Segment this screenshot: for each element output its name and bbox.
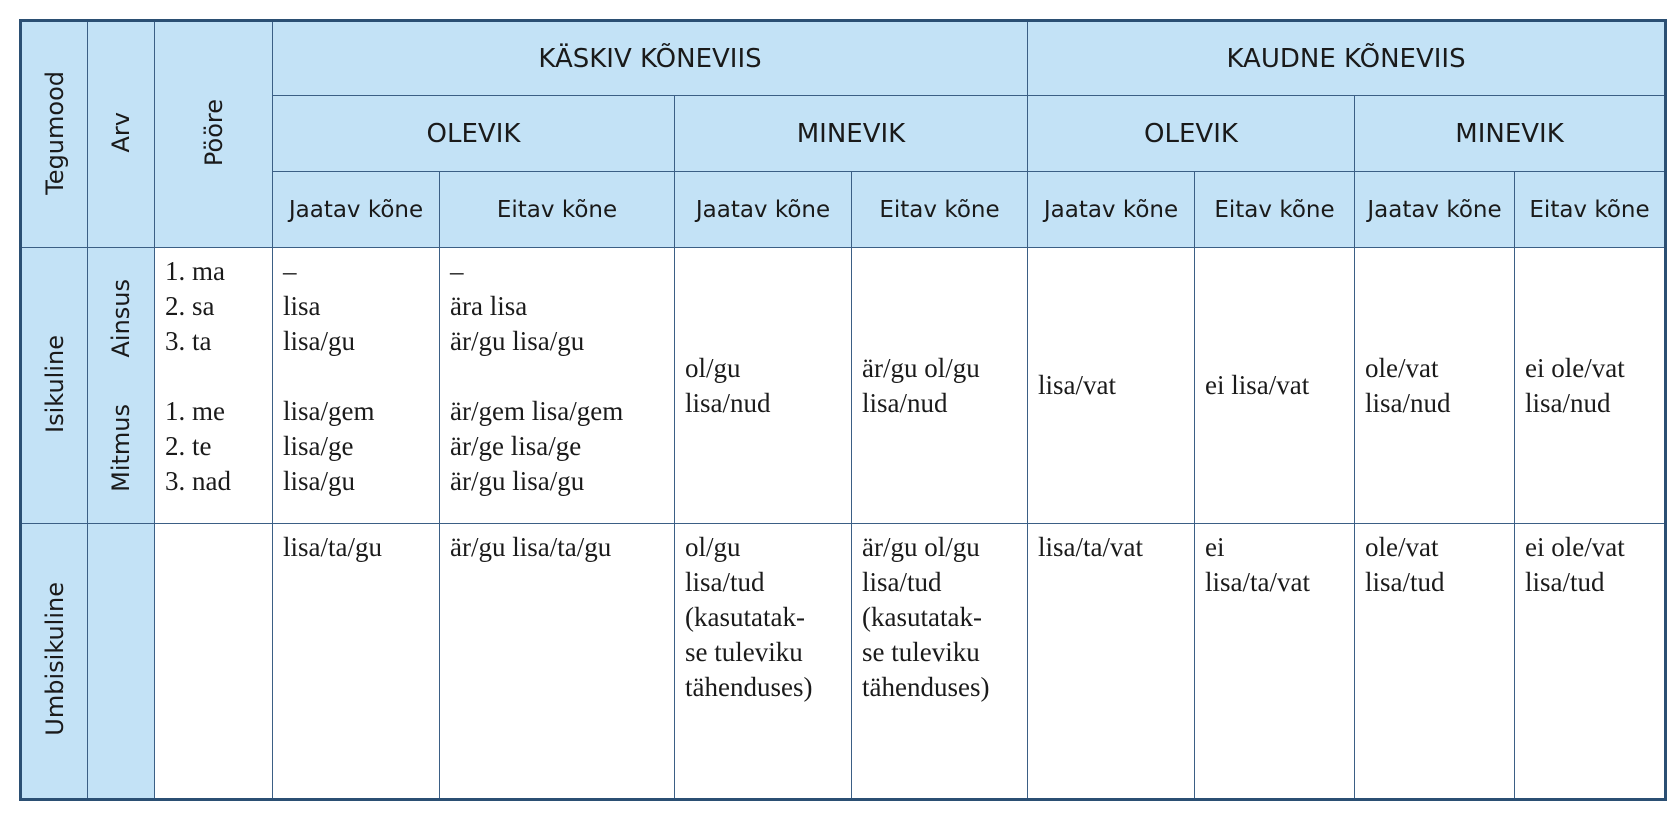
cell-isik-kaskiv-olevik-jaatav	[273, 248, 440, 524]
row-isikuline-arv-cell	[88, 248, 155, 524]
kaskiv-olevik-jaatav-mitmus-3: lisa/gu	[283, 466, 355, 496]
kaskiv-olevik-eitav-ainsus-1: –	[450, 256, 464, 286]
header-row-mood	[21, 21, 1666, 96]
header-tegumood-label: Tegumood	[40, 70, 69, 195]
kaskiv-olevik-jaatav-mitmus-2: lisa/ge	[283, 431, 354, 461]
header-kaudne-minevik: MINEVIK	[1355, 96, 1666, 172]
cell-umbis-kaskiv-olevik-eitav	[440, 524, 675, 800]
kaskiv-olevik-jaatav-ainsus-3: lisa/gu	[283, 326, 355, 356]
umbis-kaudne-olevik-eitav-1: ei	[1205, 532, 1225, 562]
cell-umbis-kaskiv-minevik-eitav	[852, 524, 1028, 800]
header-kaudne-koneviis: KAUDNE KÕNEVIIS	[1028, 21, 1666, 96]
row-isikuline-label: Isikuline	[40, 334, 69, 433]
kaskiv-olevik-jaatav-ainsus-2: lisa	[283, 291, 321, 321]
arv-mitmus-label: Mitmus	[107, 404, 135, 493]
conjugation-table	[19, 19, 1667, 801]
poore-mitmus-1: 1. me	[165, 396, 225, 426]
kaskiv-minevik-eitav-2: lisa/nud	[862, 387, 948, 418]
cell-isik-kaskiv-olevik-eitav	[440, 248, 675, 524]
kaskiv-olevik-eitav-ainsus-2: ära lisa	[450, 291, 528, 321]
cell-umbis-kaudne-minevik-eitav	[1515, 524, 1666, 800]
row-umbisikuline-poore-cell	[155, 524, 273, 800]
header-poore-label: Pööre	[199, 98, 228, 167]
umbis-kaskiv-minevik-eitav-4: se tuleviku	[862, 637, 980, 667]
poore-mitmus-3: 3. nad	[165, 466, 231, 496]
poore-ainsus-2: 2. sa	[165, 291, 215, 321]
cell-umbis-kaskiv-minevik-jaatav	[675, 524, 852, 800]
arv-ainsus-label: Ainsus	[107, 278, 135, 358]
header-kaskiv-minevik: MINEVIK	[675, 96, 1028, 172]
header-sub-1: Jaatav kõne	[273, 172, 440, 248]
umbis-kaudne-minevik-jaatav-1: ole/vat	[1365, 532, 1439, 562]
header-poore	[155, 21, 273, 248]
cell-isik-kaskiv-minevik-jaatav	[675, 248, 852, 524]
umbis-kaskiv-minevik-eitav-1: är/gu ol/gu	[862, 532, 980, 562]
kaskiv-minevik-eitav-1: är/gu ol/gu	[862, 352, 980, 383]
cell-isik-kaudne-olevik-jaatav	[1028, 248, 1195, 524]
poore-mitmus-2: 2. te	[165, 431, 212, 461]
poore-ainsus-3: 3. ta	[165, 326, 212, 356]
kaudne-minevik-jaatav-1: ole/vat	[1365, 352, 1439, 383]
umbis-kaskiv-minevik-eitav-2: lisa/tud	[862, 567, 942, 597]
kaskiv-olevik-eitav-mitmus-3: är/gu lisa/gu	[450, 466, 585, 496]
cell-isik-kaskiv-minevik-eitav	[852, 248, 1028, 524]
cell-isik-kaudne-olevik-eitav	[1195, 248, 1355, 524]
cell-umbis-kaskiv-olevik-jaatav	[273, 524, 440, 800]
header-arv-label: Arv	[107, 112, 135, 153]
header-sub-3: Jaatav kõne	[675, 172, 852, 248]
kaudne-minevik-eitav-1: ei ole/vat	[1525, 352, 1625, 383]
kaskiv-olevik-eitav-mitmus-2: är/ge lisa/ge	[450, 431, 582, 461]
header-kaskiv-olevik: OLEVIK	[273, 96, 675, 172]
header-tegumood	[21, 21, 88, 248]
umbis-kaudne-olevik-eitav-2: lisa/ta/vat	[1205, 567, 1310, 597]
kaudne-minevik-jaatav-2: lisa/nud	[1365, 387, 1451, 418]
header-sub-7: Jaatav kõne	[1355, 172, 1515, 248]
umbis-kaudne-minevik-eitav-2: lisa/tud	[1525, 567, 1605, 597]
kaudne-olevik-eitav-1: ei lisa/vat	[1205, 370, 1310, 400]
header-kaskiv-koneviis: KÄSKIV KÕNEVIIS	[273, 21, 1028, 96]
umbis-kaskiv-minevik-eitav-5: tähenduses)	[862, 672, 990, 702]
kaskiv-olevik-jaatav-mitmus-1: lisa/gem	[283, 396, 375, 426]
umbis-kaskiv-minevik-jaatav-3: (kasutatak-	[685, 602, 805, 632]
row-umbisikuline-arv-cell	[88, 524, 155, 800]
row-isikuline-label-cell	[21, 248, 88, 524]
cell-isik-kaudne-minevik-jaatav	[1355, 248, 1515, 524]
kaudne-olevik-jaatav-1: lisa/vat	[1038, 370, 1116, 400]
header-sub-6: Eitav kõne	[1195, 172, 1355, 248]
cell-poore	[155, 248, 273, 524]
kaskiv-olevik-jaatav-ainsus-1: –	[283, 256, 297, 286]
kaskiv-olevik-eitav-mitmus-1: är/gem lisa/gem	[450, 396, 624, 426]
kaudne-minevik-eitav-2: lisa/nud	[1525, 387, 1611, 418]
header-arv	[88, 21, 155, 248]
umbis-kaskiv-olevik-eitav-1: är/gu lisa/ta/gu	[450, 532, 612, 562]
cell-isik-kaudne-minevik-eitav	[1515, 248, 1666, 524]
poore-ainsus-1: 1. ma	[165, 256, 225, 286]
umbis-kaskiv-olevik-jaatav-1: lisa/ta/gu	[283, 532, 382, 562]
kaskiv-minevik-jaatav-1: ol/gu	[685, 352, 741, 383]
cell-umbis-kaudne-olevik-eitav	[1195, 524, 1355, 800]
row-umbisikuline-label: Umbisikuline	[40, 582, 69, 736]
umbis-kaskiv-minevik-eitav-3: (kasutatak-	[862, 602, 982, 632]
cell-umbis-kaudne-minevik-jaatav	[1355, 524, 1515, 800]
kaskiv-olevik-eitav-ainsus-3: är/gu lisa/gu	[450, 326, 585, 356]
umbis-kaudne-minevik-eitav-1: ei ole/vat	[1525, 532, 1625, 562]
umbis-kaudne-minevik-jaatav-2: lisa/tud	[1365, 567, 1445, 597]
header-sub-5: Jaatav kõne	[1028, 172, 1195, 248]
umbis-kaskiv-minevik-jaatav-2: lisa/tud	[685, 567, 765, 597]
umbis-kaskiv-minevik-jaatav-1: ol/gu	[685, 532, 741, 562]
header-sub-4: Eitav kõne	[852, 172, 1028, 248]
cell-umbis-kaudne-olevik-jaatav	[1028, 524, 1195, 800]
header-sub-2: Eitav kõne	[440, 172, 675, 248]
header-kaudne-olevik: OLEVIK	[1028, 96, 1355, 172]
row-umbisikuline	[21, 524, 1666, 800]
header-sub-8: Eitav kõne	[1515, 172, 1666, 248]
umbis-kaudne-olevik-jaatav-1: lisa/ta/vat	[1038, 532, 1143, 562]
kaskiv-minevik-jaatav-2: lisa/nud	[685, 387, 771, 418]
umbis-kaskiv-minevik-jaatav-5: tähenduses)	[685, 672, 813, 702]
umbis-kaskiv-minevik-jaatav-4: se tuleviku	[685, 637, 803, 667]
row-umbisikuline-label-cell	[21, 524, 88, 800]
row-isikuline	[21, 248, 1666, 524]
